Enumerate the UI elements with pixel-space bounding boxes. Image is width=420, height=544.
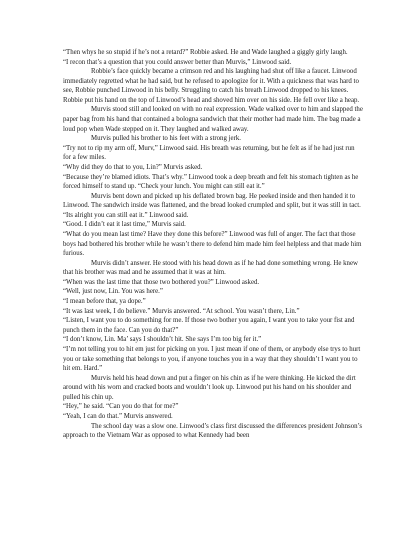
paragraph: “Good. I didn’t eat it last time,” Murvis said. xyxy=(63,221,186,229)
paragraph: “Its alright you can still eat it.” Linwood said. xyxy=(63,211,189,219)
paragraph: “I don’t know, Lin. Ma’ says I shouldn’t hit. She says I’m too big fer it.” xyxy=(63,336,262,344)
paragraph: “I’m not telling you to hit em just for picking on you. I just mean if one of them, or anybody else trys to hurt you or take something that belongs to you, if anyone touches you in a way that they shouldn’t I want you to hit em. Hard.” xyxy=(63,345,361,373)
paragraph: Robbie’s face quickly became a crimson red and his laughing had shut off like a faucet. Linwood immediately regretted what he had said, but he refused to apologize for it. With a quickness that was hard to see, Robbie punched Linwood in his belly. Struggling to catch his breath Linwood dropped to his knees. Robbie put his hand on the top of Linwood’s head and shoved him over on his side. He fell over like a heap. xyxy=(63,68,360,104)
paragraph: Murvis didn’t answer. He stood with his head down as if he had done something wrong. He knew that his brother was mad and he assumed that it was at him. xyxy=(63,259,358,277)
paragraph: “I recon that’s a question that you could answer better than Murvis,” Linwood said. xyxy=(63,58,292,66)
paragraph: “When was the last time that those two bothered you?” Linwood asked. xyxy=(63,278,260,286)
paragraph: “Hey,” he said. “Can you do that for me?” xyxy=(63,403,179,411)
paragraph: “I mean before that, ya dope.” xyxy=(63,298,146,306)
paragraph: “Well, just now, Lin. You was here.” xyxy=(63,288,163,296)
paragraph: Murvis held his head down and put a finger on his chin as if he were thinking. He kicked the dirt around with his worn and cracked boots and wouldn’t look up. Linwood put his hand on his shoulder and pulled his chin up. xyxy=(63,374,356,401)
paragraph: Murvis stood still and looked on with no real expression. Wade walked over to him and slapped the paper bag from his hand that contained a bologna sandwich that their mother had made him. The bag made a loud pop when Wade stepped on it. They laughed and walked away. xyxy=(63,106,363,133)
paragraph: “Why did they do that to you, Lin?” Murvis asked. xyxy=(63,163,203,171)
paragraph: The school day was a slow one. Linwood’s class first discussed the differences president Johnson’s approach to the Vietnam War as opposed to what Kennedy had been xyxy=(63,422,363,440)
paragraph: “Listen, I want you to do something for me. If those two bother you again, I want you to take your fist and punch them in the face. Can you do that?” xyxy=(63,317,355,334)
paragraph: “What do you mean last time? Have they done this before?” Linwood was full of anger. The fact that those boys had bothered his brother while he wasn’t there to defend him made him feel helpless and that made him furious. xyxy=(63,230,362,258)
paragraph: “Yeah, I can do that.” Murvis answered. xyxy=(63,412,173,420)
paragraph: “Then whys he so stupid if he’s not a retard?” Robbie asked. He and Wade laughed a giggly girly laugh. xyxy=(63,49,348,56)
paragraph: “It was last week, I do believe.” Murvis answered. “At school. You wasn’t there, Lin.” xyxy=(63,307,300,315)
paragraph: Murvis bent down and picked up his deflated brown bag. He peeked inside and then handed it to Linwood. The sandwich inside was flattened, and the bread looked crumpled and split, but it was still in tact. xyxy=(63,192,361,210)
body-text xyxy=(63,48,363,441)
paragraph: “Try not to rip my arm off, Murv,” Linwood said. His breath was returning, but he felt as if he had just run for a few miles. xyxy=(63,144,355,162)
paragraph: Murvis pulled his brother to his feet with a strong jerk. xyxy=(91,135,241,143)
paragraph: “Because they’re blamed idiots. That’s why.” Linwood took a deep breath and felt his stomach tighten as he forced himself to stand up. “Check your lunch. You might can still eat it.” xyxy=(63,173,359,191)
